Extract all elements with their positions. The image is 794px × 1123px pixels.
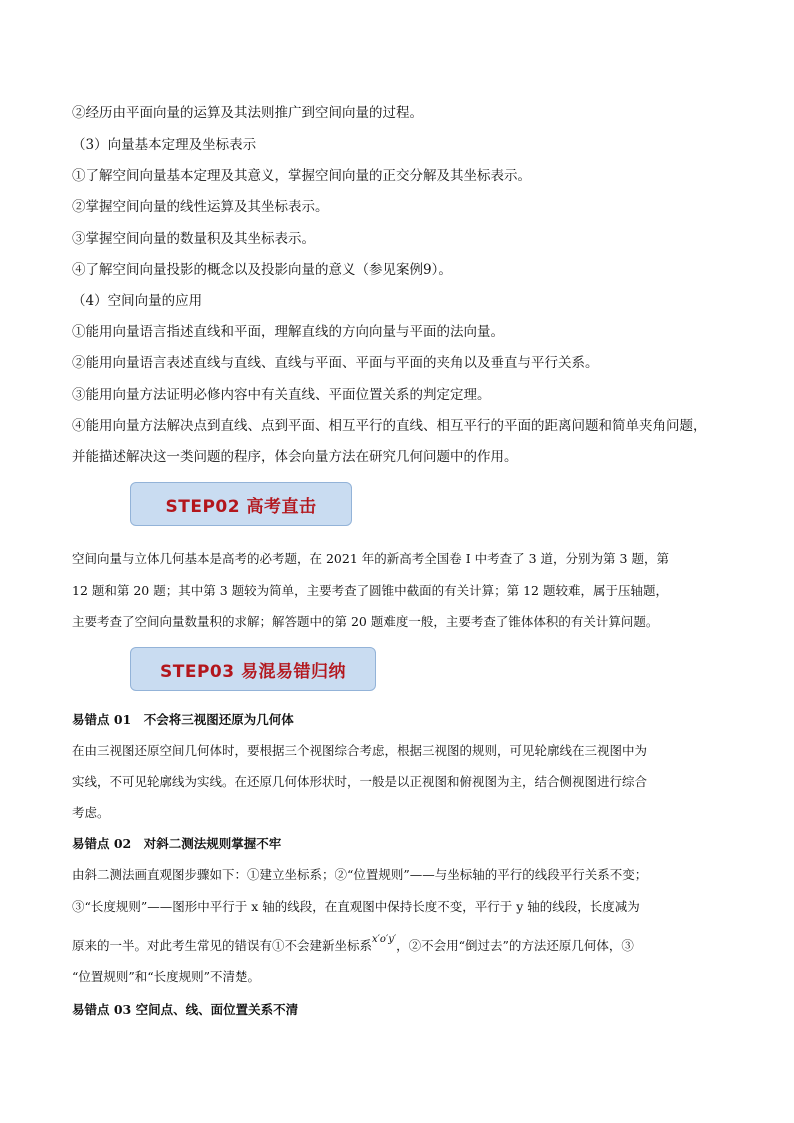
err2-line-3-text-b: ，②不会用“倒过去”的方法还原几何体，③ (396, 938, 634, 953)
step02-banner: STEP02 高考直击 (130, 482, 352, 526)
line-8: ①能用向量语言指述直线和平面，理解直线的方向向量与平面的法向量。 (72, 324, 504, 340)
err2-line-1: 由斜二测法画直观图步骤如下：①建立坐标系；②“位置规则”——与坐标轴的平行的线段平行关系不变； (72, 867, 648, 882)
step02-line-3: 主要考查了空间向量数量积的求解；解答题中的第 20 题难度一般，主要考查了锥体体积的有关计算问题。 (72, 614, 659, 629)
err1-line-1: 在由三视图还原空间几何体时，要根据三个视图综合考虑，根据三视图的规则，可见轮廓线在三视图中为 (72, 743, 648, 758)
step02-line-1: 空间向量与立体几何基本是高考的必考题，在 2021 年的新高考全国卷 I 中考查了 3 道，分别为第 3 题，第 (72, 551, 669, 566)
err1-line-3: 考虑。 (72, 805, 110, 820)
line-3: ①了解空间向量基本定理及其意义，掌握空间向量的正交分解及其坐标表示。 (72, 168, 531, 184)
line-7: （4）空间向量的应用 (72, 293, 203, 309)
line-11: ④能用向量方法解决点到直线、点到平面、相互平行的直线、相互平行的平面的距离问题和简单夹角问题， (72, 418, 707, 434)
step03-banner: STEP03 易混易错归纳 (130, 647, 376, 691)
line-1: ②经历由平面向量的运算及其法则推广到空间向量的过程。 (72, 105, 423, 121)
err2-line-2: ③“长度规则”——图形中平行于 x 轴的线段，在直观图中保持长度不变，平行于 y 轴的线段，长度减为 (72, 899, 640, 914)
err2-line-3-text-a: 原来的一半。对此考生常见的错误有①不会建新坐标系 (72, 938, 373, 953)
coordinate-system-label: x′o′y′ (372, 934, 397, 945)
err2-line-3 (72, 934, 634, 957)
line-12: 并能描述解决这一类问题的程序，体会向量方法在研究几何问题中的作用。 (72, 449, 518, 465)
line-9: ②能用向量语言表述直线与直线、直线与平面、平面与平面的夹角以及垂直与平行关系。 (72, 355, 599, 371)
err1-line-2: 实线，不可见轮廓线为实线。在还原几何体形状时，一般是以正视图和俯视图为主，结合侧视图进行综合 (72, 774, 648, 789)
line-5: ③掌握空间向量的数量积及其坐标表示。 (72, 231, 315, 247)
line-2: （3）向量基本定理及坐标表示 (72, 137, 257, 153)
line-6: ④了解空间向量投影的概念以及投影向量的意义（参见案例9）。 (72, 262, 452, 278)
line-10: ③能用向量方法证明必修内容中有关直线、平面位置关系的判定定理。 (72, 387, 491, 403)
line-4: ②掌握空间向量的线性运算及其坐标表示。 (72, 199, 329, 215)
err2-line-4: “位置规则”和“长度规则”不清楚。 (72, 969, 261, 984)
err3-heading: 易错点 03 空间点、线、面位置关系不清 (72, 1002, 299, 1017)
step02-line-2: 12 题和第 20 题；其中第 3 题较为简单，主要考查了圆锥中截面的有关计算；第 12 题较难，属于压轴题， (72, 583, 668, 598)
err2-heading: 易错点 02 对斜二测法规则掌握不牢 (72, 836, 282, 851)
err1-heading: 易错点 01 不会将三视图还原为几何体 (72, 712, 294, 727)
